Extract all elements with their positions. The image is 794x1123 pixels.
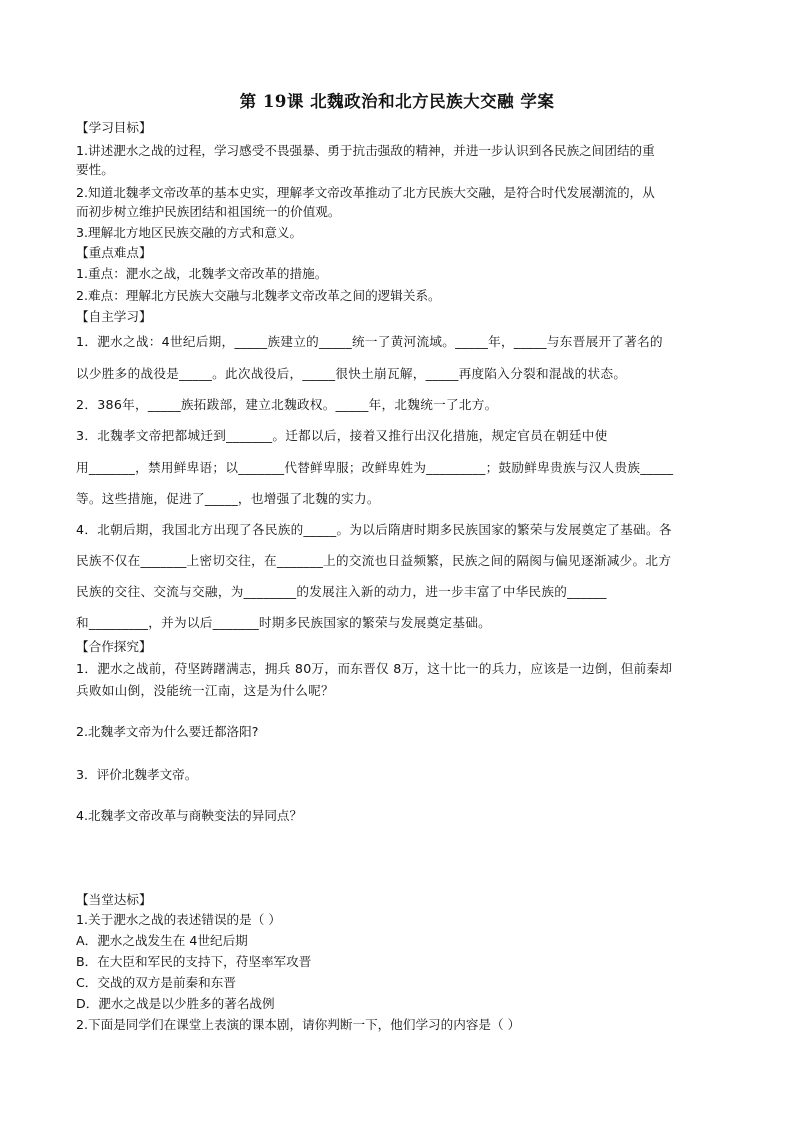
text-line: 1.重点：淝水之战，北魏孝文帝改革的措施。 [76, 266, 328, 281]
text-line: 2.北魏孝文帝为什么要迁都洛阳? [76, 724, 259, 739]
option-a: A．淝水之战发生在 4世纪后期 [76, 933, 248, 948]
text-line: 2．386年，_____族拓跋部，建立北魏政权。_____年，北魏统一了北方。 [76, 397, 498, 412]
option-c: C．交战的双方是前秦和东晋 [76, 975, 236, 990]
section-heading-self-study: 【自主学习】 [76, 309, 152, 324]
text-line: 等。这些措施，促进了_____，也增强了北魏的实力。 [76, 491, 380, 506]
option-b: B．在大臣和军民的支持下，苻坚率军攻晋 [76, 954, 312, 969]
text-line: 1．淝水之战：4世纪后期，_____族建立的_____统一了黄河流域。_____年，_____与东晋展开了著名的 [76, 334, 663, 349]
text-line: 兵败如山倒，没能统一江南，这是为什么呢？ [76, 683, 334, 698]
text-line: 用_______，禁用鲜卑语；以_______代替鲜卑服；改鲜卑姓为_________；鼓励鲜卑贵族与汉人贵族_____ [76, 460, 674, 475]
text-line: 4．北朝后期，我国北方出现了各民族的_____。为以后隋唐时期多民族国家的繁荣与发展奠定了基础。各 [76, 522, 672, 537]
text-line: 要性。 [76, 162, 114, 177]
text-line: 民族不仅在_______上密切交往，在_______上的交流也日益频繁，民族之间的隔阂与偏见逐渐减少。北方 [76, 553, 672, 568]
text-line: 3．评价北魏孝文帝。 [76, 767, 198, 782]
section-heading-in-class: 【当堂达标】 [76, 892, 152, 907]
text-line: 4.北魏孝文帝改革与商鞅变法的异同点？ [76, 808, 303, 823]
text-line: 1.讲述淝水之战的过程，学习感受不畏强暴、勇于抗击强敌的精神，并进一步认识到各民族之间团结的重 [76, 143, 655, 158]
option-d: D．淝水之战是以少胜多的著名战例 [76, 996, 275, 1011]
page-title: 第 19课 北魏政治和北方民族大交融 学案 [239, 92, 555, 111]
text-line: 民族的交往、交流与交融，为________的发展注入新的动力，进一步丰富了中华民族的______ [76, 584, 607, 599]
question-line: 1.关于淝水之战的表述错误的是（ ） [76, 912, 281, 927]
text-line: 1．淝水之战前，苻坚踌躇满志，拥兵 80万，而东晋仅 8万，这十比一的兵力，应该是一边倒，但前秦却 [76, 661, 673, 676]
section-heading-key-points: 【重点难点】 [76, 245, 152, 260]
text-line: 3．北魏孝文帝把都城迁到_______。迁都以后，接着又推行出汉化措施，规定官员在朝廷中使 [76, 428, 608, 443]
text-line: 3.理解北方地区民族交融的方式和意义。 [76, 225, 303, 240]
section-heading-goals: 【学习目标】 [76, 120, 152, 135]
section-heading-cooperative: 【合作探究】 [76, 639, 152, 654]
text-line: 以少胜多的战役是_____。此次战役后，_____很快土崩瓦解，_____再度陷入分裂和混战的状态。 [76, 366, 627, 381]
question-line: 2.下面是同学们在课堂上表演的课本剧，请你判断一下，他们学习的内容是（ ） [76, 1017, 521, 1032]
text-line: 而初步树立维护民族团结和祖国统一的价值观。 [76, 204, 341, 219]
text-line: 2.知道北魏孝文帝改革的基本史实，理解孝文帝改革推动了北方民族大交融，是符合时代发展潮流的，从 [76, 185, 655, 200]
text-line: 2.难点：理解北方民族大交融与北魏孝文帝改革之间的逻辑关系。 [76, 288, 441, 303]
text-line: 和_________，并为以后_______时期多民族国家的繁荣与发展奠定基础。 [76, 615, 491, 630]
